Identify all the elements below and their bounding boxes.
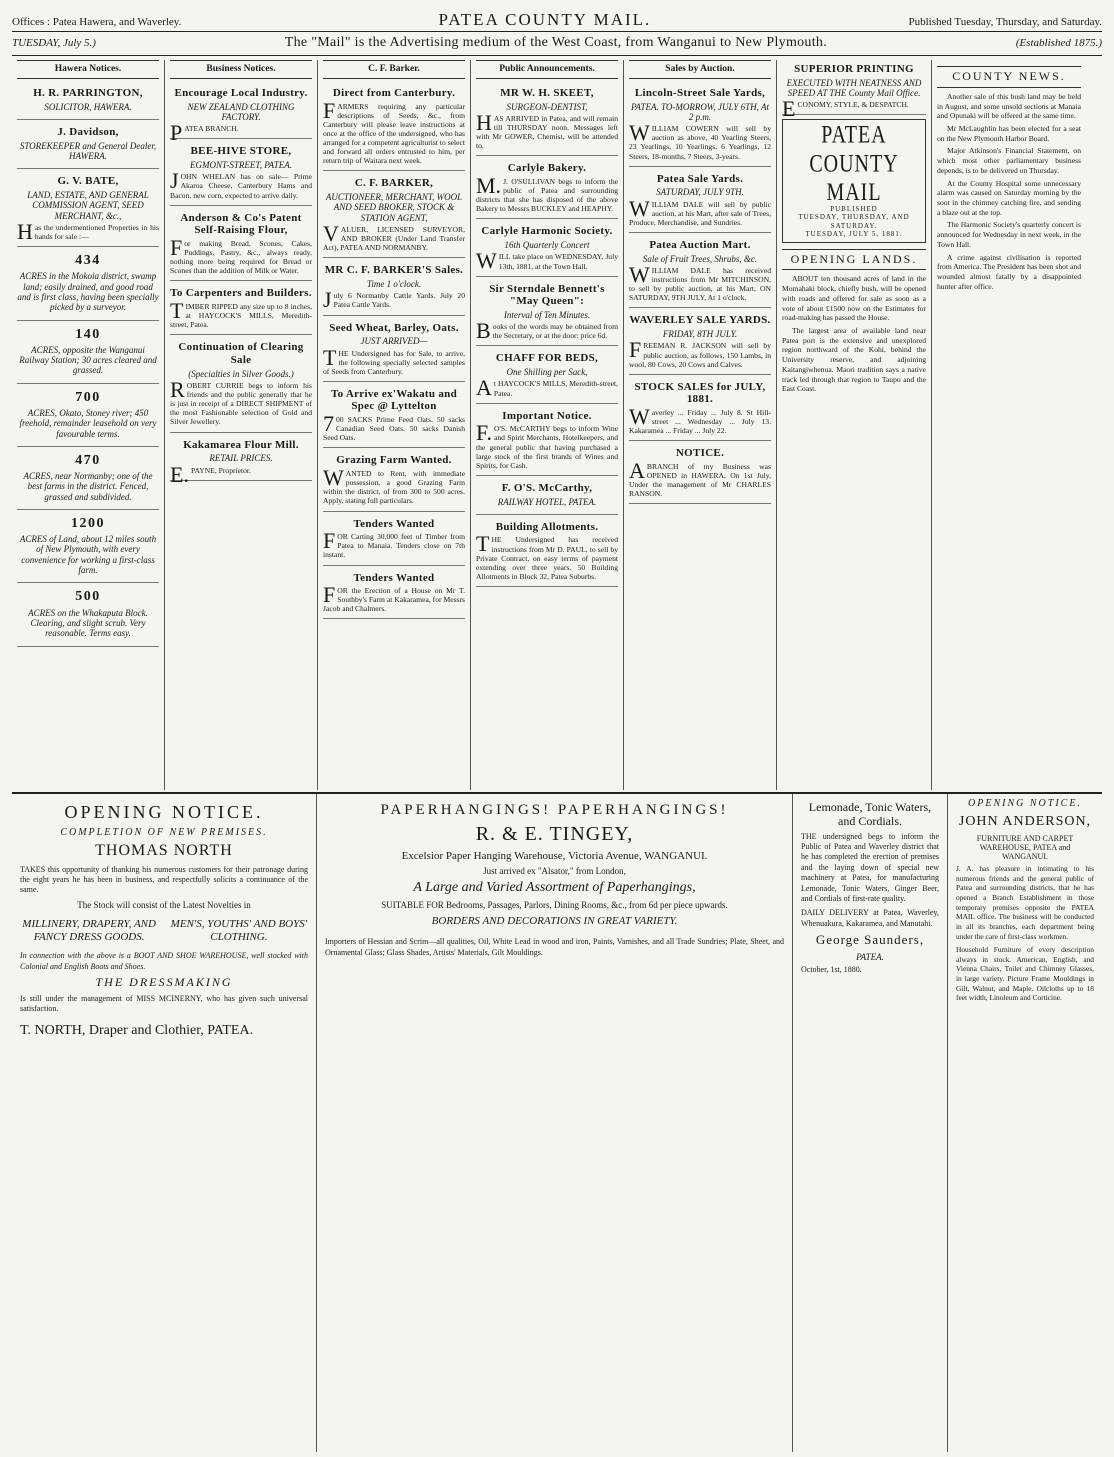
advertisement — [17, 123, 159, 169]
advertisement — [323, 261, 465, 315]
ad-title: Patea Auction Mart. — [649, 239, 751, 251]
advertisement — [629, 84, 771, 167]
ad-title: Sir Sterndale Bennett's "May Queen": — [489, 282, 605, 308]
ad-subtitle: 16th Quarterly Concert — [504, 240, 590, 251]
advertisement — [476, 479, 618, 515]
mail-banner — [782, 119, 926, 242]
advertisement — [323, 385, 465, 449]
ad-body: M.J. O'SULLIVAN begs to inform the public of Patea and surrounding districts that she has disposed of the above Bakery to Messrs BUCKLEY and HEAPHY. — [476, 172, 618, 214]
north-right: MEN'S, YOUTHS' AND BOYS' CLOTHING. — [170, 918, 308, 943]
ad-subtitle: EGMONT-STREET, PATEA. — [190, 160, 292, 170]
ad-title: MR C. F. BARKER'S Sales. — [324, 264, 464, 277]
ad-body: 700 SACKS Prime Feed Oats. 50 sacks Canadian Seed Oats. 50 sacks Danish Seed Oats. — [323, 411, 465, 443]
ad-subtitle: ACRES in the Mokoia district, swamp land; easily drained, and good road and is first class, having been specially picked by a surveyor. — [17, 271, 159, 313]
advertisement — [17, 324, 159, 384]
ad-subtitle: Time 1 o'clock. — [366, 278, 422, 289]
advertisement — [323, 451, 465, 511]
ad-title: Direct from Canterbury. — [332, 86, 456, 99]
ad-body: THE Undersigned has for Sale, to arrive, the following specially selected samples of Seeds from Canterbury. — [323, 344, 465, 376]
anderson-list: Household Furniture of every description always in stock. American, English, and Vienna Chairs, Toilet and Chimney Glasses, in large variety. Picture Frame Mouldings in Gilt, Walnut, and Maple. Oilcloths up to 18 feet width, Linoleum and Corticine. — [956, 945, 1094, 1003]
tingey-ad — [317, 794, 793, 1452]
advertisement — [782, 60, 926, 122]
column-hawera-notices — [12, 60, 165, 790]
ad-title: 470 — [75, 452, 101, 468]
advertisement — [629, 311, 771, 374]
ad-body: WILLIAM DALE has received instructions from Mr MITCHINSON, to sell by public auction, at his Mart, ON SATURDAY, 9TH JULY, At 1 o'clock. — [629, 261, 771, 303]
banner-date: TUESDAY, JULY 5, 1881. — [805, 229, 903, 238]
ad-body: TIMBER RIPPED any size up to 8 inches, at HAYCOCK'S MILLS, Meredith-street, Patea. — [170, 298, 312, 330]
ad-title: Tenders Wanted — [353, 571, 435, 584]
advertisement — [17, 250, 159, 320]
ad-subtitle: RAILWAY HOTEL, PATEA. — [497, 496, 597, 507]
ad-subtitle: AUCTIONEER, MERCHANT, WOOL AND SEED BROKER, STOCK & STATION AGENT, — [325, 191, 463, 223]
ad-body: F.O'S. McCARTHY begs to inform Wine and Spirit Merchants, Hotelkeepers, and the general public that having purchased a large stock of the first brands of Wines and Spirits, for Cash. — [476, 420, 618, 470]
ad-subtitle: Interval of Ten Minutes. — [503, 309, 591, 320]
ad-title: Grazing Farm Wanted. — [336, 454, 452, 467]
advertisement — [476, 518, 618, 587]
ad-body: JOHN WHELAN has on sale— Prime Akaroa Cheese, Canterbury Hams and Bacon, new corn, expected to arrive daily. — [170, 168, 312, 200]
advertisement — [170, 436, 312, 487]
ad-body: E.PAYNE, Proprietor. — [170, 461, 251, 487]
advertisement — [323, 515, 465, 566]
advertisement — [629, 444, 771, 504]
north-title: OPENING NOTICE. — [64, 802, 264, 822]
publication-days: Published Tuesday, Thursday, and Saturday. — [908, 16, 1102, 28]
ad-title: MR W. H. SKEET, — [500, 86, 594, 99]
ad-title: 1200 — [71, 515, 105, 531]
anderson-name: JOHN ANDERSON, — [958, 813, 1092, 829]
ad-title: Lincoln-Street Sale Yards, — [634, 86, 766, 99]
advertisement — [17, 586, 159, 646]
ad-title: 500 — [75, 589, 101, 605]
ad-body: ABRANCH of my Business was OPENED in HAWERA, On 1st July, Under the management of Mr CHARLES RANSON. — [629, 457, 771, 499]
advertisement — [476, 407, 618, 476]
tingey-assort: A Large and Varied Assortment of Paperhangings, — [413, 880, 696, 896]
advertisement — [170, 338, 312, 432]
newspaper-title: PATEA COUNTY MAIL. — [438, 10, 652, 29]
ad-body: FOR Carting 30,000 feet of Timber from Patea to Manaia. Tenders close on 7th instant. — [323, 528, 465, 560]
north-goods — [20, 914, 308, 947]
advertisement — [476, 159, 618, 219]
column-barker — [318, 60, 471, 790]
ad-title: Encourage Local Industry. — [174, 86, 308, 99]
advertisement — [476, 222, 618, 276]
ad-body: At HAYCOCK'S MILLS, Meredith-street, Patea. — [476, 375, 618, 401]
ad-title: Continuation of Clearing Sale — [178, 341, 304, 366]
column-head: Public Announcements. — [476, 60, 618, 79]
column-head: C. F. Barker. — [323, 60, 465, 79]
advertisement — [17, 513, 159, 583]
ad-body: FARMERS requiring any particular descriptions of Seeds, &c., from Canterbury will please leave instructions at once at the office of the undersigned, who has arranged for a competent agriculturist to select and forward all orders entrusted to him, per return trip of Waitara next week. — [323, 97, 465, 166]
ad-title: Important Notice. — [502, 409, 592, 422]
banner-days: TUESDAY, THURSDAY, AND SATURDAY. — [798, 213, 910, 230]
advertisement — [476, 280, 618, 347]
established: (Established 1875.) — [1015, 37, 1102, 50]
advertisement — [323, 569, 465, 620]
ad-title: Patea Sale Yards. — [656, 172, 744, 185]
north-boot: In connection with the above is a BOOT AND SHOE WAREHOUSE, well stocked with Colonial and English Boots and Shoes. — [20, 951, 308, 971]
ad-subtitle: Sale of Fruit Trees, Shrubs, &c. — [642, 253, 758, 264]
article-paragraph: The Harmonic Society's quarterly concert is announced for Wednesday in next week, in the Town Hall. — [937, 220, 1081, 249]
column-county-news — [932, 60, 1086, 790]
article-paragraph: Mr McLaughlin has been elected for a seat on the New Plymouth Harbor Board. — [937, 123, 1081, 143]
saunders-text: THE undersigned begs to inform the Public of Patea and Waverley district that he has completed the erection of premises and the laying down of special new machinery at Patea, for manufacturing Lemonade, Tonic Waters, Ginger Beer, and Cordials of first-rate quality. — [801, 831, 939, 903]
ad-title: Tenders Wanted — [353, 517, 435, 530]
ad-subtitle: ACRES of Land, about 12 miles south of New Plymouth, with every convenience for working a first-class farm. — [19, 534, 157, 576]
offices-line: Offices : Patea Hawera, and Waverley. — [12, 16, 182, 28]
banner-title: PATEA COUNTY MAIL — [809, 121, 899, 207]
ad-subtitle: (Specialties in Silver Goods.) — [188, 368, 294, 379]
ad-subtitle: ACRES, near Normanby; one of the best farms in the district. Fenced, grassed and subdivided. — [23, 470, 153, 502]
ad-subtitle: RETAIL PRICES. — [209, 453, 273, 464]
ad-body: VALUER, LICENSED SURVEYOR, AND BROKER (Under Land Transfer Act), PATEA AND NORMANBY. — [323, 221, 465, 253]
ad-body: HAS ARRIVED in Patea, and will remain till THURSDAY noon. Messages left with Mr GOWER, Chemist, will be attended to. — [476, 109, 618, 151]
ad-body: ROBERT CURRIE begs to inform his friends and the public generally that he is just in receipt of a DIRECT SHIPMENT of the most Fashionable selection of Gold and Silver Jewellery. — [170, 376, 312, 427]
anderson-ad — [948, 794, 1102, 1452]
saunders-date: October, 1st, 1880. — [801, 965, 862, 975]
ad-title: 140 — [75, 326, 101, 342]
column-head: Hawera Notices. — [17, 60, 159, 79]
ad-title: 434 — [75, 253, 101, 269]
article-paragraph: ABOUT ten thousand acres of land in the Momahaki block, chiefly bush, will be opened with roads and offered for sale as soon as a vote of about £1500 now on the Estimates for road-making has passed the House. — [782, 274, 926, 323]
ad-subtitle: ACRES on the Whakaputa Block. Clearing, and slight scrub. Very reasonable. Terms easy. — [28, 607, 148, 639]
ad-title: Carlyle Harmonic Society. — [481, 225, 613, 238]
ad-body: THE Undersigned has received instructions from Mr D. PAUL, to sell by Private Contract, on easy terms of payment extending over three years. 50 Building Allotments in Block 32, Patea Suburbs. — [476, 531, 618, 581]
ad-body: WILLIAM DALE will sell by public auction, at his Mart, after sale of Trees, Produce, Merchandise, and Sundries. — [629, 195, 771, 227]
advertisement — [17, 84, 159, 120]
north-sub: COMPLETION OF NEW PREMISES. — [60, 826, 268, 838]
advertisement — [17, 387, 159, 447]
saunders-name: George Saunders, — [815, 932, 925, 948]
north-stock: The Stock will consist of the Latest Novelties in — [77, 899, 251, 910]
ad-subtitle: One Shilling per Sack, — [506, 367, 588, 378]
advertisement — [170, 284, 312, 335]
saunders-ad — [793, 794, 948, 1452]
ad-title: CHAFF FOR BEDS, — [495, 352, 599, 365]
ad-title: BEE-HIVE STORE, — [190, 145, 292, 158]
ad-subtitle: PATEA. TO-MORROW, JULY 6TH, At 2 p.m. — [631, 101, 769, 122]
advertisement — [170, 142, 312, 205]
tingey-text: Importers of Hessian and Scrim—all qualities, Oil, White Lead in wood and iron, Paints, Varnishes, and all Trade Sundries; Plate, Sheet, and Ornamental Glass; Glass Shades, Artists' Materials, Gilt Mouldings. — [325, 937, 784, 957]
masthead — [12, 10, 1102, 32]
ad-title: F. O'S. McCarthy, — [501, 481, 593, 494]
ad-body: Has the undermentioned Properties in his hands for sale :— — [17, 218, 159, 244]
article-head: OPENING LANDS. — [782, 249, 926, 271]
advertisement — [476, 349, 618, 403]
article-paragraph: Another sale of this bush land may be held in August, and some unsold sections at Manaia and Opunaki will be offered at the same time. — [937, 91, 1081, 121]
tingey-sub: Excelsior Paper Hanging Warehouse, Victoria Avenue, WANGANUI. — [401, 850, 708, 863]
north-text: TAKES this opportunity of thanking his numerous customers for their patronage during the eight years he has been in business, and respectfully solicits a continuance of the same. — [20, 864, 308, 895]
anderson-text: J. A. has pleasure in intimating to his numerous friends and the general public of Patea and surrounding districts, that he has opened a Branch Establishment in those temporary premises opposite the PATEA MAIL office. The business will be conducted in all its branches, each department being under the care of first-class workmen. — [956, 864, 1094, 941]
ad-subtitle: FRIDAY, 8TH JULY. — [662, 329, 738, 340]
column-head: Business Notices. — [170, 60, 312, 79]
columns-top — [12, 60, 1102, 790]
ad-title: G. V. BATE, — [57, 175, 119, 188]
ad-title: STOCK SALES for JULY, 1881. — [634, 380, 766, 406]
column-editorial — [777, 60, 932, 790]
banner-published: PUBLISHED — [830, 205, 878, 214]
ad-body: Books of the words may be obtained from the Secretary, or at the door: price 6d. — [476, 318, 618, 344]
ad-subtitle: ACRES, Okato, Stoney river; 450 freehold, remainder leasehold on very favourable terms. — [19, 407, 157, 439]
ad-title: SUPERIOR PRINTING — [794, 63, 914, 75]
advertisement — [476, 84, 618, 156]
ad-title: Building Allotments. — [495, 520, 599, 533]
advertisement — [629, 378, 771, 442]
north-name: THOMAS NORTH — [95, 842, 233, 860]
tingey-suitable: SUITABLE FOR Bedrooms, Passages, Parlors, Dining Rooms, &c., from 6d per piece upwards. — [381, 900, 728, 911]
ad-subtitle: SATURDAY, JULY 9TH. — [656, 187, 744, 198]
ad-title: Carlyle Bakery. — [507, 162, 587, 175]
ad-body: ECONOMY, STYLE, & DESPATCH. — [782, 96, 909, 122]
ad-subtitle: SURGEON-DENTIST, — [506, 101, 588, 112]
advertisement — [170, 209, 312, 282]
ad-title: NOTICE. — [675, 447, 725, 460]
tingey-title: PAPERHANGINGS! PAPERHANGINGS! — [380, 802, 729, 818]
tingey-arrived: Just arrived ex "Alsator," from London, — [483, 865, 626, 876]
ad-body: July 6 Normanby Cattle Yards. July 20 Patea Cattle Yards. — [323, 287, 465, 313]
ad-body: FOR the Erection of a House on Mr T. Southby's Farm at Kakaramea, for Messrs Jacob and Chalmers. — [323, 582, 465, 614]
advertisement — [323, 84, 465, 171]
saunders-title: Lemonade, Tonic Waters, and Cordials. — [808, 800, 932, 828]
article-paragraph: The largest area of available land near Patea port is the extensive and unexplored region northward of the Kohi, behind the University reserve, and adjoining Kaitangiwhenua. Maori tradition says a native track led through that region to Taupo and the East Coast. — [782, 326, 926, 394]
north-footer: T. NORTH, Draper and Clothier, PATEA. — [20, 1022, 254, 1038]
ad-body: WILLIAM COWERN will sell by auction as above, 40 Yearling Steers, 23 Yearlings, 10 Yearlings, 6 Yearlings, 12 Steers, 18-months, 7 Steers, 3-years. — [629, 120, 771, 161]
column-head: Sales by Auction. — [629, 60, 771, 79]
ad-body: PATEA BRANCH. — [170, 120, 239, 146]
ad-title: WAVERLEY SALE YARDS. — [629, 314, 771, 327]
north-left: MILLINERY, DRAPERY, AND FANCY DRESS GOODS. — [22, 918, 156, 943]
ad-body: Waverley ... Friday ... July 8. St Hill-street ... Wednesday ... July 13. Kakaramea ... Friday ... July 22. — [629, 404, 771, 436]
ad-title: Kakamarea Flour Mill. — [183, 438, 299, 451]
ad-title: To Arrive ex'Wakatu and Spec @ Lyttelton — [331, 387, 457, 413]
saunders-place: PATEA. — [856, 952, 884, 963]
tingey-borders: BORDERS AND DECORATIONS IN GREAT VARIETY. — [431, 914, 678, 927]
column-business-notices — [165, 60, 318, 790]
ad-subtitle: SOLICITOR, HAWERA. — [44, 101, 132, 112]
advertisement — [17, 172, 159, 247]
ad-title: C. F. BARKER, — [354, 177, 434, 190]
ad-subtitle: STOREKEEPER and General Dealer, HAWERA. — [19, 140, 157, 161]
advertisement — [629, 236, 771, 308]
ad-subtitle: EXECUTED WITH NEATNESS AND SPEED AT THE County Mail Office. — [786, 77, 922, 98]
ad-subtitle: NEW ZEALAND CLOTHING FACTORY. — [187, 101, 295, 122]
article-paragraph: At the County Hospital some unnecessary alarm was caused on Saturday morning by the soot in the chimney catching fire, and sending a blaze out at the top. — [937, 178, 1081, 217]
ad-body: FREEMAN R. JACKSON will sell by public auction, as follows, 150 Lambs, in wool, 80 Cows, 20 Cows and Calves. — [629, 337, 771, 369]
anderson-title: OPENING NOTICE. — [968, 798, 1082, 809]
ad-body: WILL take place on WEDNESDAY, July 13th, 1881, at the Town Hall. — [476, 248, 618, 274]
ad-subtitle: ACRES, opposite the Wanganui Railway Station; 30 acres cleared and grassed. — [19, 344, 157, 376]
column-public-announcements — [471, 60, 624, 790]
issue-date: TUESDAY, July 5.) — [12, 37, 96, 50]
article-paragraph: Major Atkinson's Financial Statement, on which most other parliamentary business depends, is to be delivered on Thursday. — [937, 146, 1081, 175]
ad-title: Anderson & Co's Patent Self-Raising Flour, — [180, 211, 302, 237]
ad-subtitle: JUST ARRIVED— — [360, 336, 428, 347]
north-dress-head: THE DRESSMAKING — [95, 975, 233, 990]
ad-body: For making Bread, Scones, Cakes, Puddings, Pastry, &c., always ready, nothing more being required for Bread or Scones than the addition of Milk or Water. — [170, 234, 312, 276]
ad-title: 700 — [75, 389, 101, 405]
advertisement — [170, 84, 312, 146]
north-ad — [12, 794, 317, 1452]
ad-body: WANTED to Rent, with immediate possession, a good Grazing Farm within the district, of from 300 to 500 acres. Apply, stating full particulars. — [323, 465, 465, 506]
bottom-ads — [12, 792, 1102, 1452]
north-dress: Is still under the management of MISS MCINERNY, who has given such universal satisfaction. — [20, 993, 308, 1014]
county-news-head: COUNTY NEWS. — [937, 66, 1081, 88]
tingey-name: R. & E. TINGEY, — [475, 823, 634, 846]
saunders-delivery: DAILY DELIVERY at Patea, Waverley, Whenuakura, Kakaramea, and Manutahi. — [801, 908, 939, 928]
advertisement — [323, 319, 465, 382]
ad-title: Seed Wheat, Barley, Oats. — [329, 321, 459, 334]
anderson-sub: FURNITURE AND CARPET WAREHOUSE, PATEA and WANGANUI. — [976, 833, 1074, 861]
ad-title: J. Davidson, — [57, 125, 119, 138]
advertisement — [323, 174, 465, 258]
subhead — [12, 32, 1102, 56]
tagline: The "Mail" is the Advertising medium of the West Coast, from Wanganui to New Plymouth. — [284, 35, 828, 51]
column-sales-by-auction — [624, 60, 777, 790]
advertisement — [629, 170, 771, 233]
ad-subtitle: LAND, ESTATE, AND GENERAL COMMISSION AGENT, SEED MERCHANT, &c., — [27, 189, 149, 221]
ad-title: H. R. PARRINGTON, — [33, 86, 143, 99]
advertisement — [17, 450, 159, 510]
article-paragraph: A crime against civilisation is reported from America. The President has been shot and wounded almost fatally by a disappointed hunter after office. — [937, 252, 1081, 291]
ad-title: To Carpenters and Builders. — [170, 287, 312, 300]
